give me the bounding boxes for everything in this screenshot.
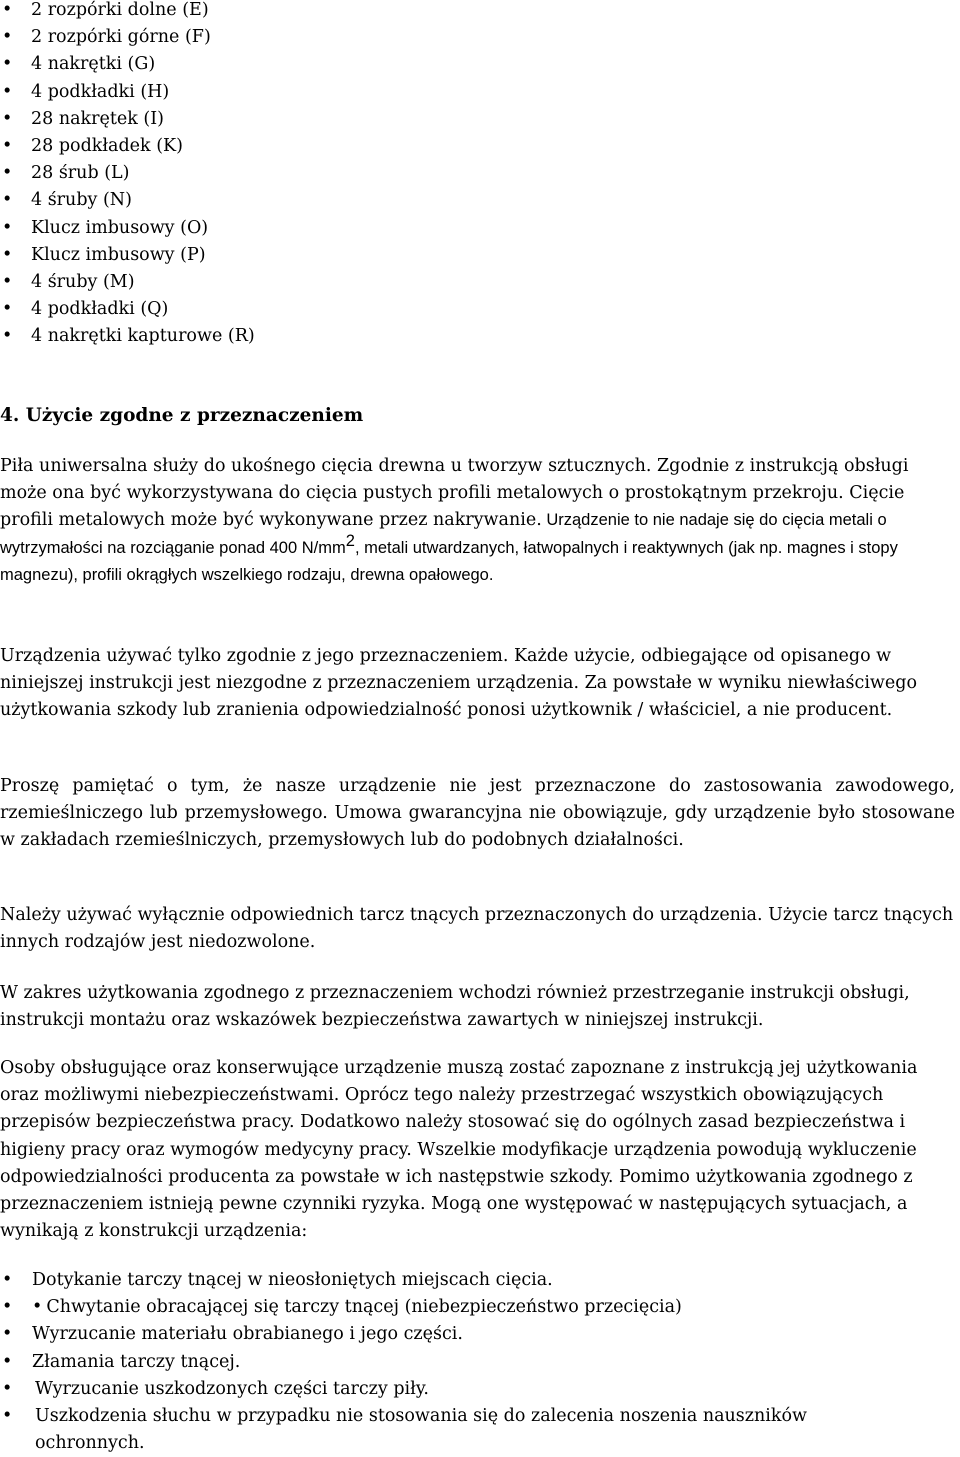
list-item: • 4 podkładki (H)	[0, 79, 900, 106]
bullet-icon: •	[2, 0, 13, 20]
list-item: • Klucz imbusowy (O)	[0, 215, 900, 242]
bullet-icon: •	[2, 326, 13, 347]
bullet-icon: •	[2, 244, 13, 265]
parts-list	[0, 0, 900, 350]
bullet-icon: •	[2, 1406, 13, 1427]
list-item: • 4 podkładki (Q)	[0, 296, 900, 323]
risks-list	[0, 1267, 920, 1457]
list-item: • 28 śrub (L)	[0, 160, 900, 187]
bullet-icon: •	[2, 1297, 13, 1318]
bullet-icon: •	[2, 27, 13, 48]
paragraph-cutting-discs: Należy używać wyłącznie odpowiednich tarcz tnących przeznaczonych do urządzenia. Użycie tarcz tnących innych rodzajów jest niedozwolone.	[0, 905, 954, 953]
bullet-icon: •	[2, 217, 13, 238]
section-heading: 4. Użycie zgodne z przeznaczeniem	[0, 405, 364, 426]
bullet-icon: •	[2, 1270, 13, 1290]
list-item: • 28 podkładek (K)	[0, 133, 900, 160]
list-item: • Uszkodzenia słuchu w przypadku nie stosowania się do zalecenia noszenia nauszników ochronnych.	[0, 1403, 920, 1457]
list-item: • Klucz imbusowy (P)	[0, 242, 900, 269]
bullet-icon: •	[2, 1378, 13, 1399]
bullet-icon: •	[2, 190, 13, 211]
list-item: • 4 śruby (M)	[0, 269, 900, 296]
bullet-icon: •	[2, 81, 13, 102]
bullet-icon: •	[2, 163, 13, 184]
bullet-icon: •	[2, 271, 13, 292]
list-item: • Złamania tarczy tnącej.	[0, 1349, 920, 1376]
list-item: • 2 rozpórki dolne (E)	[0, 0, 900, 24]
bullet-icon: •	[32, 1297, 43, 1318]
list-item: • 4 nakrętki (G)	[0, 51, 900, 78]
paragraph-instructions-scope: W zakres użytkowania zgodnego z przeznaczeniem wchodzi również przestrzeganie instrukcji obsługi, instrukcji montażu oraz wskazówek bezpieczeństwa zawartych w niniejszej instrukcji.	[0, 983, 910, 1031]
paragraph-intended-use: Piła uniwersalna służy do ukośnego cięcia drewna u tworzyw sztucznych. Zgodnie z instrukcją obsługi może ona być wykorzystywana do cięcia pustych profili metalowych o prostokątnym przekroju. Cięcie profili metalowych może być wykonywane przez nakrywanie. Urządzenie to nie nadaje się do cięcia metali o wytrzymałości na rozciąganie ponad 400 $N/mm^2$, metali utwardzanych, łatwopalnych i reaktywnych (jak np. magnes i stopy magnezu), profili okrągłych wszelkiego rodzaju, drewna opałowego.	[0, 456, 909, 584]
bullet-icon: •	[2, 108, 13, 129]
paragraph-operators: Osoby obsługujące oraz konserwujące urządzenie muszą zostać zapoznane z instrukcją jej użytkowania oraz możliwymi niebezpieczeństwami. Oprócz tego należy przestrzegać wszystkich obowiązujących przepisów bezpieczeństwa pracy. Dodatkowo należy stosować się do ogólnych zasad bezpieczeństwa i higieny pracy oraz wymogów medycyny pracy. Wszelkie modyfikacje urządzenia powodują wykluczenie odpowiedzialności producenta za powstałe w ich następstwie szkody. Pomimo użytkowania zgodnego z przeznaczeniem istnieją pewne czynniki ryzyka. Mogą one występować w następujących sytuacjach, a wynikają z konstrukcji urządzenia:	[0, 1058, 918, 1242]
bullet-icon: •	[2, 299, 13, 320]
list-item: • • Chwytanie obracającej się tarczy tnącej (niebezpieczeństwo przecięcia)	[0, 1294, 920, 1321]
paragraph-not-professional: Proszę pamiętać o tym, że nasze urządzenie nie jest przeznaczone do zastosowania zawodowego, rzemieślniczego lub przemysłowego. Umowa gwarancyjna nie obowiązuje, gdy urządzenie było stosowane w zakładach rzemieślniczych, przemysłowych lub do podobnych działalności.	[0, 776, 955, 851]
list-item: • Wyrzucanie uszkodzonych części tarczy piły.	[0, 1376, 920, 1403]
bullet-icon: •	[2, 135, 13, 156]
list-item: • Wyrzucanie materiału obrabianego i jego części.	[0, 1321, 920, 1348]
list-item: • 2 rozpórki górne (F)	[0, 24, 900, 51]
bullet-icon: •	[2, 1324, 13, 1345]
list-item: • Dotykanie tarczy tnącej w nieosłoniętych miejscach cięcia.	[0, 1267, 920, 1294]
list-item: • 4 nakrętki kapturowe (R)	[0, 323, 900, 350]
bullet-icon: •	[2, 54, 13, 75]
paragraph-usage-only: Urządzenia używać tylko zgodnie z jego przeznaczeniem. Każde użycie, odbiegające od opisanego w niniejszej instrukcji jest niezgodne z przeznaczeniem urządzenia. Za powstałe w wyniku niewłaściwego użytkowania szkody lub zranienia odpowiedzialność ponosi użytkownik / właściciel, a nie producent.	[0, 646, 917, 721]
list-item: • 4 śruby (N)	[0, 187, 900, 214]
bullet-icon: •	[2, 1351, 13, 1372]
list-item: • 28 nakrętek (I)	[0, 106, 900, 133]
